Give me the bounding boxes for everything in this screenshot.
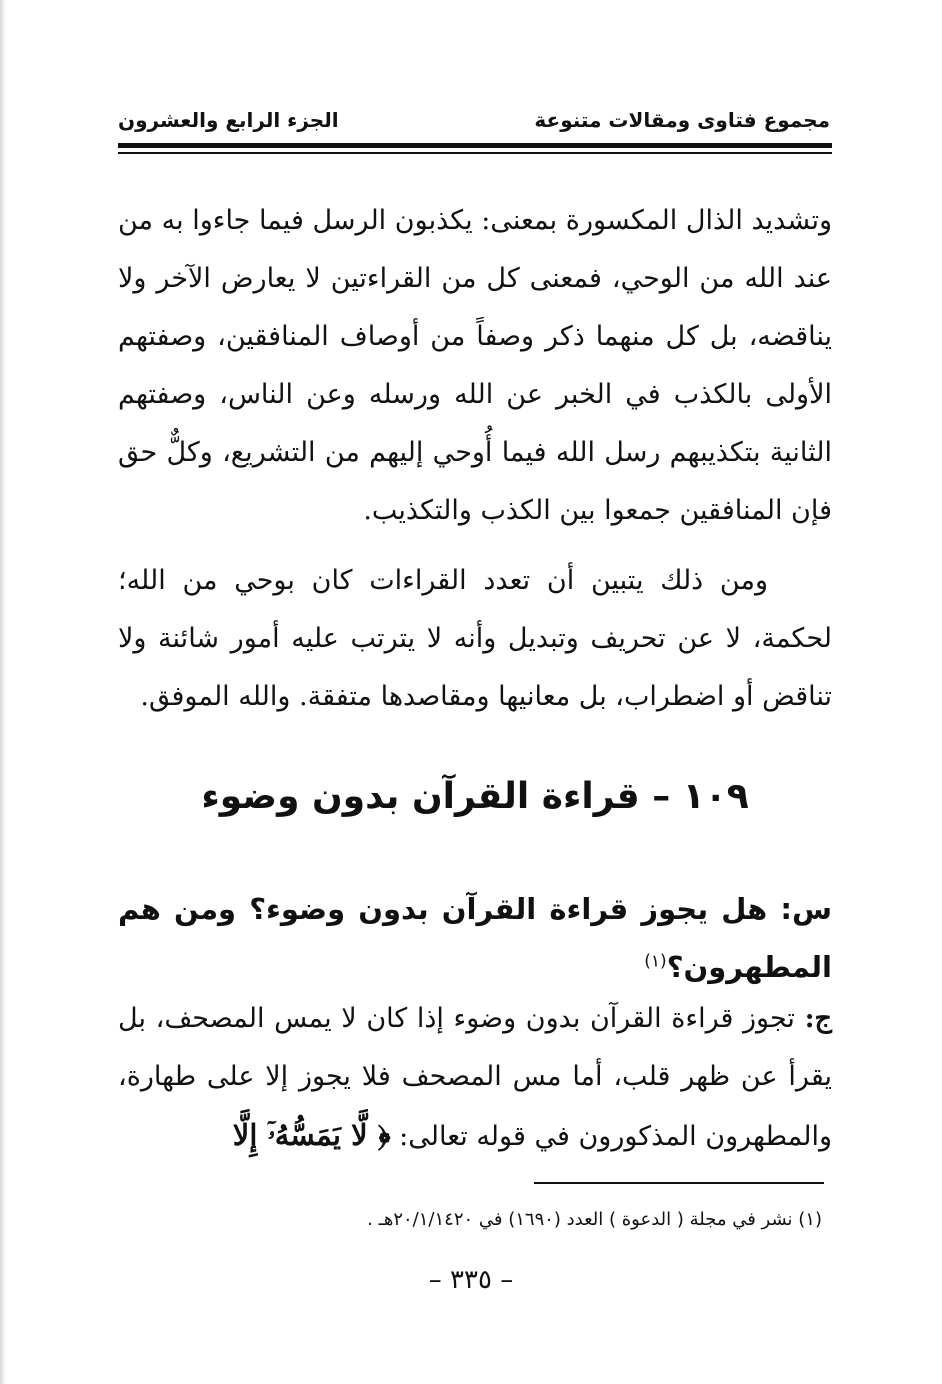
question <box>118 880 832 996</box>
footnote-separator <box>534 1182 824 1184</box>
section-title: ١٠٩ – قراءة القرآن بدون وضوء <box>201 776 749 817</box>
footnote: (١) نشر في مجلة ( الدعوة ) العدد (١٦٩٠) في ٢٠/١/١٤٢٠هـ . <box>367 1209 822 1230</box>
quran-verse: ﴿ لَّا يَمَسُّهُۥٓ إِلَّا <box>232 1118 391 1152</box>
page-number: – ٣٣٥ – <box>428 1265 514 1295</box>
header-rule-thin <box>118 152 832 154</box>
body-paragraph-1: وتشديد الذال المكسورة بمعنى: يكذبون الرسل فيما جاءوا به من عند الله من الوحي، فمعنى كل من القراءتين لا يعارض الآخر ولا يناقضه، بل كل منهما ذكر وصفاً من أوصاف المنافقين، وصفتهم الأولى بالكذب في الخبر عن الله ورسله وعن الناس، وصفتهم الثانية بتكذيبهم رسل الله فيما أُوحي إليهم من التشريع، وكلٌّ حق فإن المنافقين جمعوا بين الكذب والتكذيب. <box>118 205 832 526</box>
volume-title: الجزء الرابع والعشرون <box>118 108 339 132</box>
running-header <box>118 108 830 136</box>
header-rule-thick <box>118 143 832 148</box>
question-text: س: هل يجوز قراءة القرآن بدون وضوء؟ ومن هم المطهرون؟ <box>118 892 832 984</box>
page-edge-shadow <box>0 0 6 1384</box>
answer-label: ج: <box>804 1003 832 1034</box>
book-title: مجموع فتاوى ومقالات متنوعة <box>534 108 830 132</box>
footnote-marker: (١) <box>644 951 667 972</box>
answer <box>118 990 832 1166</box>
body-paragraph-2: ومن ذلك يتبين أن تعدد القراءات كان بوحي من الله؛ لحكمة، لا عن تحريف وتبديل وأنه لا يترتب عليه أمور شائنة ولا تناقض أو اضطراب، بل معانيها ومقاصدها متفقة. والله الموفق. <box>118 565 832 712</box>
answer-text: تجوز قراءة القرآن بدون وضوء إذا كان لا يمس المصحف، بل يقرأ عن ظهر قلب، أما مس المصحف فلا يجوز إلا على طهارة، والمطهرون المذكورون في قوله تعالى: <box>118 1003 832 1152</box>
